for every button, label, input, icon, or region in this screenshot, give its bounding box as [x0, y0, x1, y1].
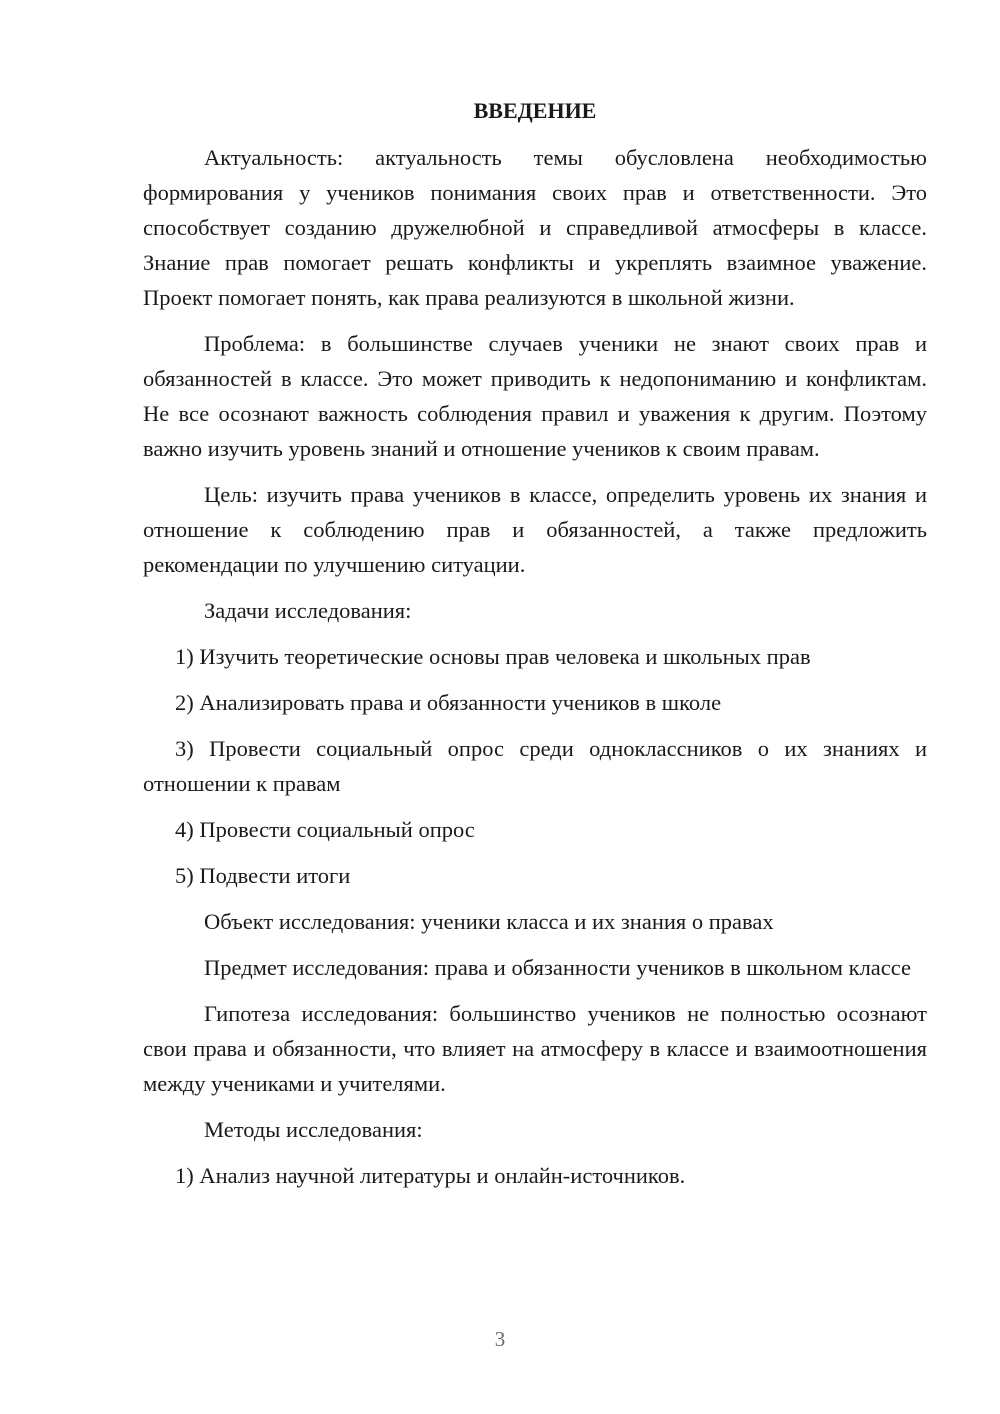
relevance-paragraph: Актуальность: актуальность темы обусловлена необходимостью формирования у учеников понимания своих прав и ответственности. Это способствует созданию дружелюбной и справедливой атмосферы в классе. Знание прав помогает решать конфликты и укреплять взаимное уважение. Проект помогает понять, как права реализуются в школьной жизни.	[143, 145, 927, 310]
subject-paragraph: Предмет исследования: права и обязанности учеников в школьном классе	[204, 955, 912, 980]
hypothesis-paragraph: Гипотеза исследования: большинство учеников не полностью осознают свои права и обязанности, что влияет на атмосферу в классе и взаимоотношения между учениками и учителями.	[143, 1001, 927, 1096]
document-page	[143, 92, 927, 1204]
page-number: 3	[494, 1327, 506, 1351]
section-title: ВВЕДЕНИЕ	[473, 98, 597, 123]
method-item: 1) Анализ научной литературы и онлайн-источников.	[175, 1163, 686, 1188]
task-item: 1) Изучить теоретические основы прав человека и школьных прав	[175, 644, 811, 669]
methods-list	[143, 1158, 927, 1193]
methods-heading: Методы исследования:	[204, 1117, 423, 1142]
tasks-list	[143, 639, 927, 893]
task-item: 2) Анализировать права и обязанности учеников в школе	[175, 690, 722, 715]
object-paragraph: Объект исследования: ученики класса и их знания о правах	[204, 909, 774, 934]
goal-paragraph: Цель: изучить права учеников в классе, определить уровень их знания и отношение к соблюдению прав и обязанностей, а также предложить рекомендации по улучшению ситуации.	[143, 482, 927, 577]
task-item: 3) Провести социальный опрос среди одноклассников о их знаниях и отношении к правам	[143, 736, 927, 796]
task-item: 4) Провести социальный опрос	[175, 817, 475, 842]
tasks-heading: Задачи исследования:	[204, 598, 412, 623]
problem-paragraph: Проблема: в большинстве случаев ученики не знают своих прав и обязанностей в классе. Это может приводить к недопониманию и конфликтам. Не все осознают важность соблюдения правил и уважения к другим. Поэтому важно изучить уровень знаний и отношение учеников к своим правам.	[143, 331, 927, 461]
task-item: 5) Подвести итоги	[175, 863, 351, 888]
